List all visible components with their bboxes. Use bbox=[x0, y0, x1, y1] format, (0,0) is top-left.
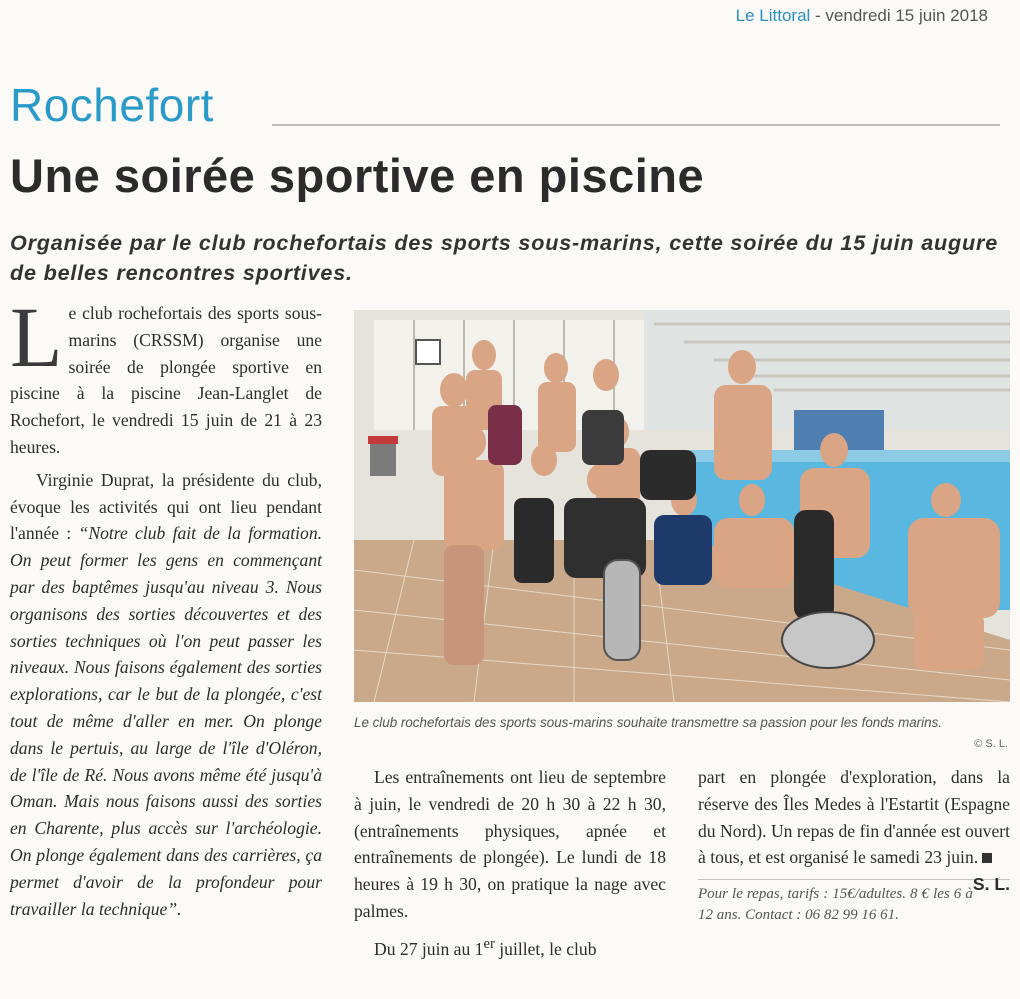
photo-caption: Le club rochefortais des sports sous-marins souhaite transmettre sa passion pour les fonds marins. bbox=[354, 715, 942, 730]
paragraph-2 bbox=[10, 467, 322, 923]
drop-cap: L bbox=[10, 289, 63, 385]
page-header bbox=[736, 6, 988, 26]
paragraph-5-text: part en plongée d'exploration, dans la réserve des Îles Medes à l'Estartit (Espagne du Nord). Un repas de fin d'année est ouvert à tous, et est organisé le samedi 23 juin. bbox=[698, 767, 1010, 868]
article-lead: Organisée par le club rochefortais des sports sous-marins, cette soirée du 15 juin augure de belles rencontres sportives. bbox=[10, 230, 999, 285]
header-separator: - bbox=[810, 6, 826, 25]
author-signature: S. L. bbox=[972, 874, 1010, 895]
article-column-2 bbox=[354, 764, 666, 962]
article-column-3 bbox=[698, 764, 1010, 926]
paragraph-4-end: juillet, le club bbox=[494, 938, 597, 959]
paragraph-5 bbox=[698, 764, 1010, 895]
quote: “Notre club fait de la formation. On peut former les gens en commençant par des baptêmes jusqu'au niveau 3. Nous organisons des sorties découvertes et des sorties techniques où l'on peut passer les niveaux. Nous faisons également des sorties explorations, car le but de la plongée, c'est tout de même d'aller en mer. On plonge dans le pertuis, au large de l'île d'Oléron, de l'île de Ré. Nous avons même été jusqu'à Oman. Mais nous faisons aussi des sorties en Charente, plus accès sur l'archéologie. On plonge également dans des carrières, ça permet d'avoir de la profondeur pour travailler la technique”. bbox=[10, 523, 323, 919]
practical-info: Pour le repas, tarifs : 15€/adultes. 8 € les 6 à 12 ans. Contact : 06 82 99 16 61. bbox=[698, 886, 973, 924]
paragraph-1-text: e club rochefortais des sports sous-marins (CRSSM) organise une soirée de plongée sportive en piscine à la piscine Jean-Langlet de Rochefort, le vendredi 15 juin de 21 à 23 heures. bbox=[10, 303, 322, 457]
section-rule bbox=[272, 124, 1000, 126]
photo-credit: © S. L. bbox=[974, 738, 1008, 750]
paragraph-1 bbox=[10, 289, 322, 461]
paragraph-3: Les entraînements ont lieu de septembre à juin, le vendredi de 20 h 30 à 22 h 30, (entraînements physiques, apnée et entraînements de plongée). Le lundi de 18 heures à 19 h 30, on pratique la nage avec palmes. bbox=[354, 767, 666, 921]
group-photo bbox=[354, 310, 1010, 702]
info-divider bbox=[698, 879, 1010, 880]
paragraph-2-intro: Virginie Duprat, la présidente du club, évoque les activités qui ont lieu pendant l'année : bbox=[10, 469, 322, 544]
headline: Une soirée sportive en piscine bbox=[10, 149, 705, 202]
ordinal-suffix: er bbox=[483, 935, 495, 952]
publication-name: Le Littoral bbox=[735, 6, 811, 25]
end-mark-icon bbox=[982, 853, 992, 863]
publication-date: vendredi 15 juin 2018 bbox=[825, 6, 988, 25]
article-column-1 bbox=[10, 289, 323, 922]
paragraph-4 bbox=[354, 931, 666, 963]
section-title: Rochefort bbox=[10, 79, 214, 131]
paragraph-4-start: Du 27 juin au 1 bbox=[374, 938, 484, 959]
pool-photo-illustration bbox=[354, 310, 1010, 702]
